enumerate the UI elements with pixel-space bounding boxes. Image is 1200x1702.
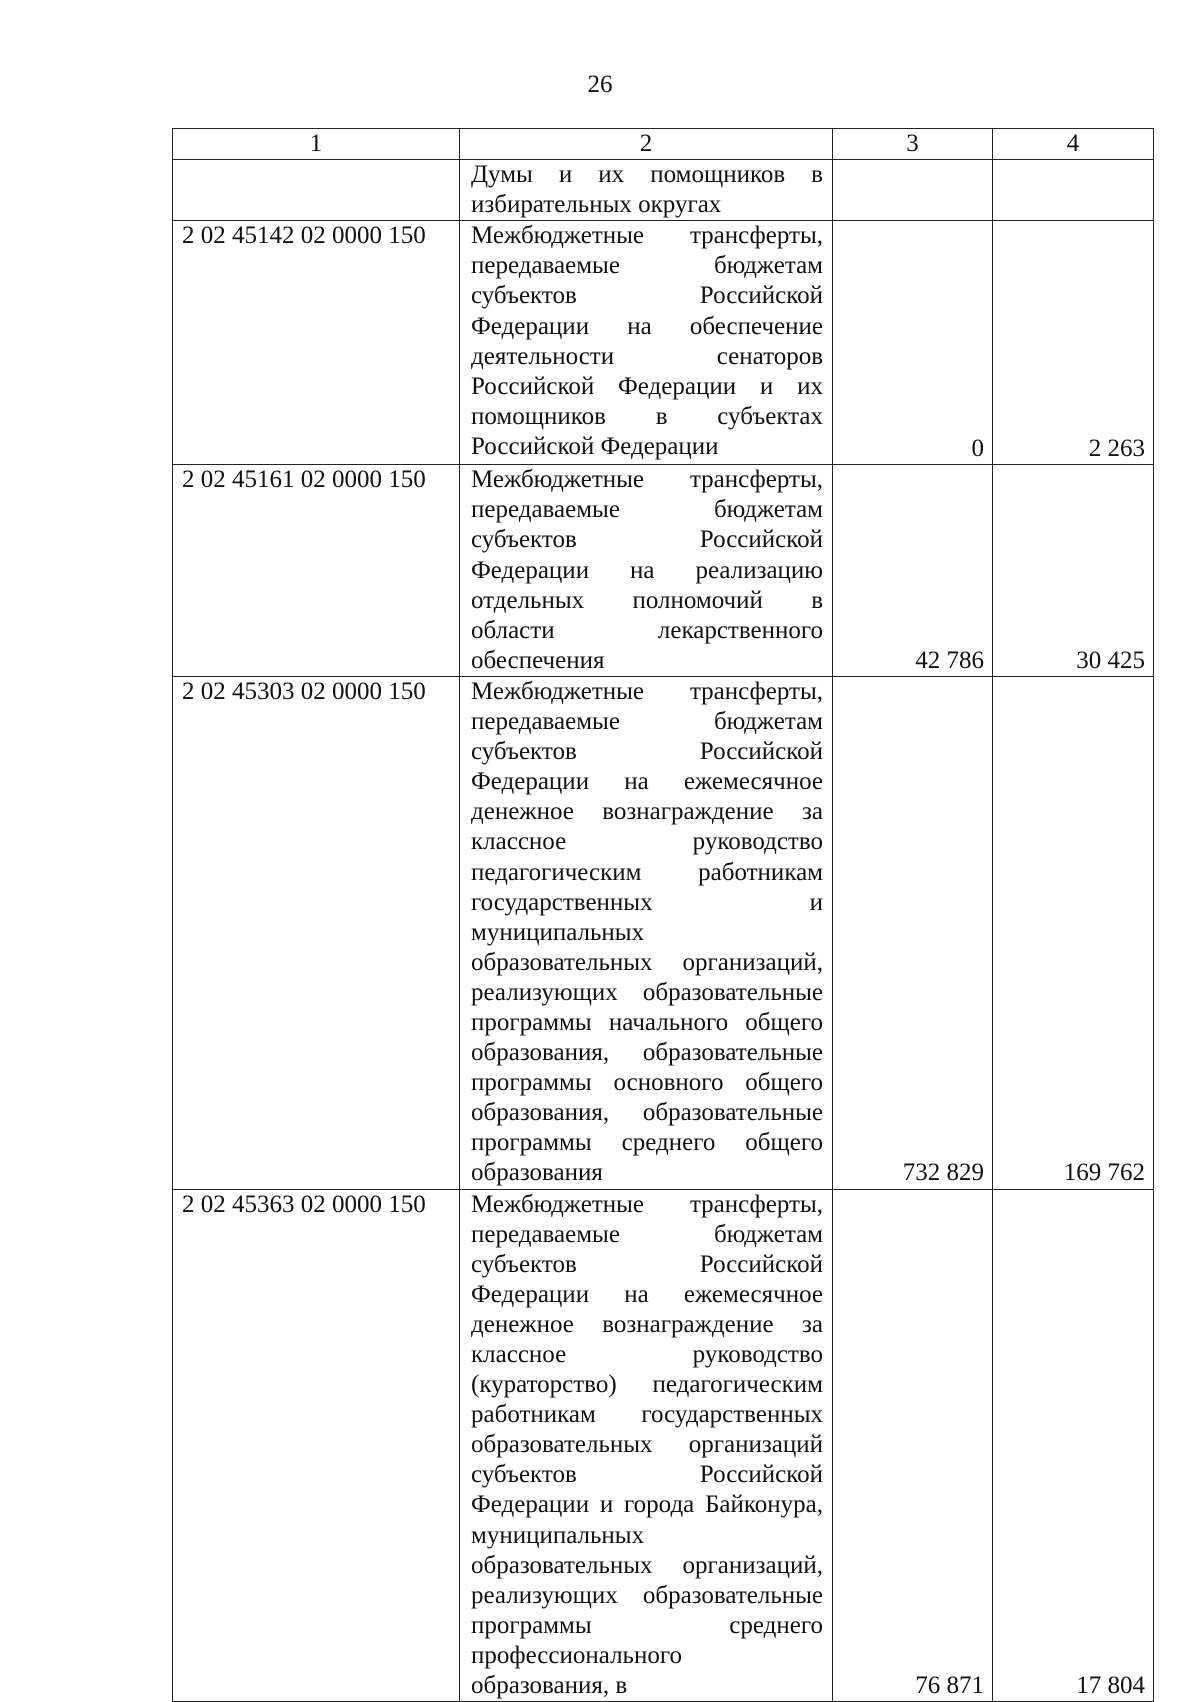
row-value-col4: 17 804: [993, 1189, 1154, 1702]
row-description: Думы и их помощников в избирательных округах: [460, 160, 833, 221]
row-description: Межбюджетные трансферты, передаваемые бюджетам субъектов Российской Федерации на реализацию отдельных полномочий в области лекарственного обеспечения: [460, 465, 833, 677]
row-value-col4: [993, 160, 1154, 221]
row-value-col4: 2 263: [993, 221, 1154, 465]
row-description: Межбюджетные трансферты, передаваемые бюджетам субъектов Российской Федерации на ежемесячное денежное вознаграждение за классное руководство (кураторство) педагогическим работникам государственных образовательных организаций субъектов Российской Федерации и города Байконура, муниципальных образовательных организаций, реализующих образовательные программы среднего профессионального образования, в: [460, 1189, 833, 1702]
row-value-col3: 76 871: [833, 1189, 993, 1702]
budget-table: [172, 128, 1154, 1702]
row-value-col4: 30 425: [993, 465, 1154, 677]
column-header: 2: [460, 129, 833, 160]
row-value-col4: 169 762: [993, 676, 1154, 1189]
row-code: 2 02 45363 02 0000 150: [173, 1189, 460, 1702]
column-header: 1: [173, 129, 460, 160]
row-code: 2 02 45303 02 0000 150: [173, 676, 460, 1189]
table-row: [173, 676, 1154, 1189]
row-value-col3: [833, 160, 993, 221]
header-row: [173, 129, 1154, 160]
row-description: Межбюджетные трансферты, передаваемые бюджетам субъектов Российской Федерации на ежемесячное денежное вознаграждение за классное руководство педагогическим работникам государственных и муниципальных образовательных организаций, реализующих образовательные программы начального общего образования, образовательные программы основного общего образования, образовательные программы среднего общего образования: [460, 676, 833, 1189]
row-value-col3: 732 829: [833, 676, 993, 1189]
table-row: [173, 160, 1154, 221]
row-code: 2 02 45142 02 0000 150: [173, 221, 460, 465]
row-code: [173, 160, 460, 221]
table-row: [173, 465, 1154, 677]
page-number: 26: [587, 71, 613, 98]
row-code: 2 02 45161 02 0000 150: [173, 465, 460, 677]
row-value-col3: 0: [833, 221, 993, 465]
table-row: [173, 221, 1154, 465]
column-header: 3: [833, 129, 993, 160]
row-description: Межбюджетные трансферты, передаваемые бюджетам субъектов Российской Федерации на обеспечение деятельности сенаторов Российской Федерации и их помощников в субъектах Российской Федерации: [460, 221, 833, 465]
row-value-col3: 42 786: [833, 465, 993, 677]
column-header: 4: [993, 129, 1154, 160]
table-row: [173, 1189, 1154, 1702]
